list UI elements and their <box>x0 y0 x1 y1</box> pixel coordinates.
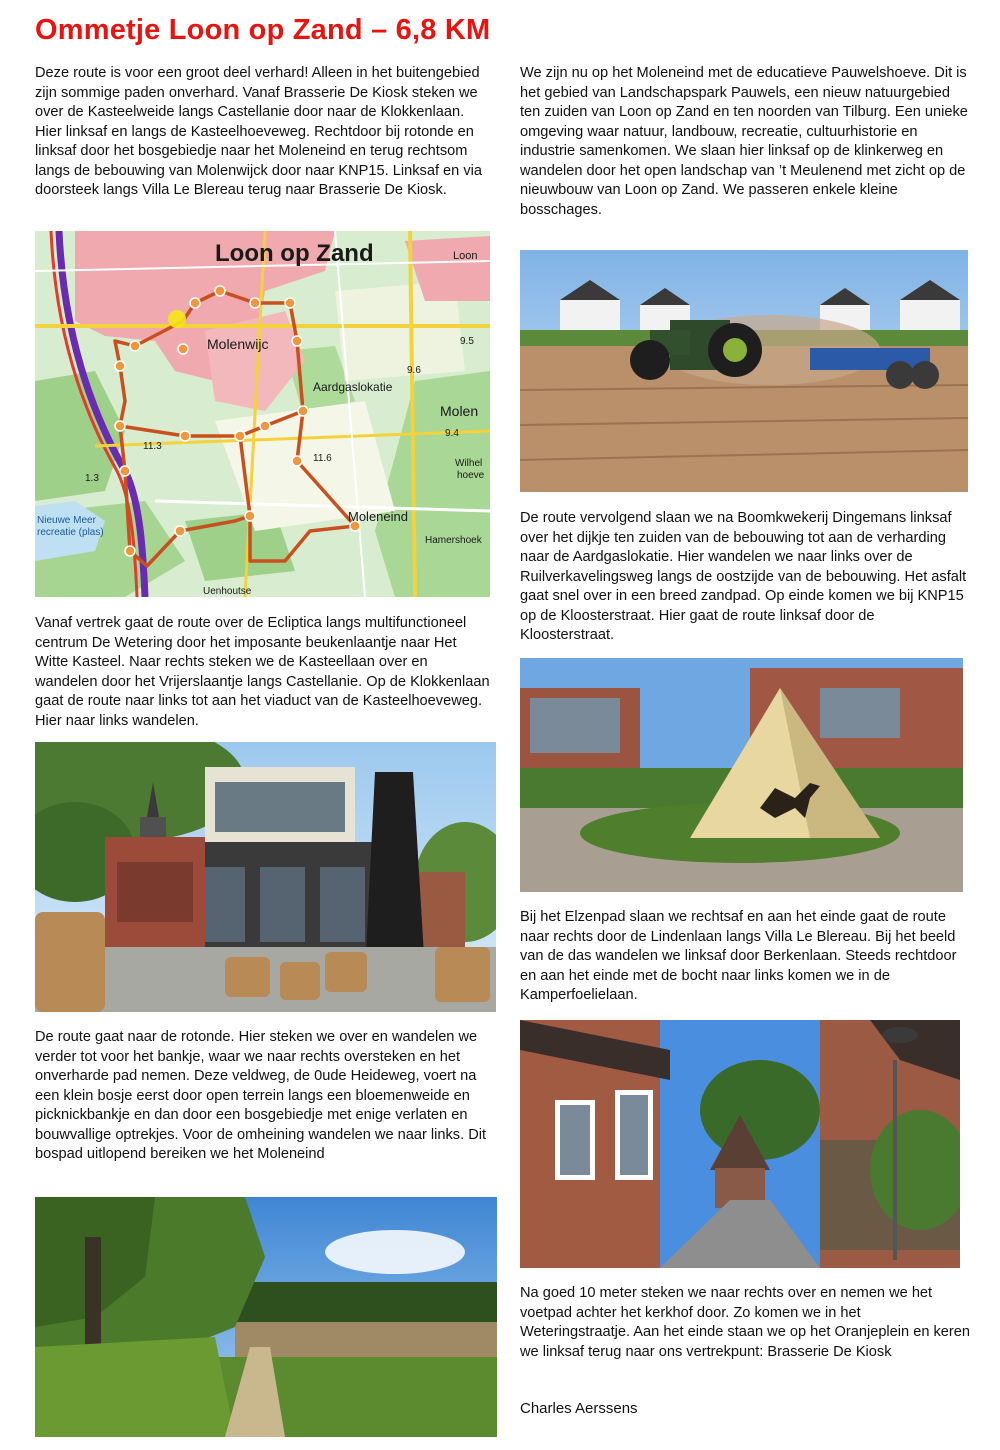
route-paragraph-3: De route gaat naar de rotonde. Hier steken we over en wandelen we verder tot voor het bankje, waar we naar rechts oversteken en het onverharde pad nemen. Deze veldweg, de 0ude Heideweg, voert na een klein bosje eerst door open terrein langs een bloemenweide en picknickbankje en dan door een bosgebiedje met enige verlaten en bouwvallige optrekjes. Voor de omheining wandelen we naar links. Dit bospad uitlopend bereiken we het Moleneind <box>35 1029 487 1162</box>
map-label: Wilhel <box>455 458 483 469</box>
route-paragraph-6: Bij het Elzenpad slaan we rechtsaf en aan het einde gaat de route naar rechts door de Lindenlaan langs Villa Le Blereau. Bij het beeld van de das wandelen we linksaf door Berkenlaan. Steeds rechtdoor en aan het einde met de bocht naar links komen we in de Kamperfoelielaan. <box>520 909 957 1003</box>
map-label: 11.3 <box>143 441 162 452</box>
map-label: 9.5 <box>460 336 474 347</box>
route-paragraph-2: Vanaf vertrek gaat de route over de Ecliptica langs multifunctioneel centrum De Wetering door het imposante beukenlaantje naar Het Witte Kasteel. Naar rechts steken we de Kasteellaan over en wandelen door het Vrijerslaantje langs Castellanie. Op de Klokkenlaan gaat de route naar links tot aan het viaduct van de Kasteelhoeveweg. Hier naar links wandelen. <box>35 615 490 729</box>
teepee-sculpture-photo <box>520 658 963 892</box>
village-street-photo <box>520 1020 960 1268</box>
map-label: Molenwijc <box>207 336 269 352</box>
intro-paragraph: Deze route is voor een groot deel verhard! Alleen in het buitengebied zijn sommige paden onverhard. Vanaf Brasserie De Kiosk steken we over de Kasteelweide langs Castellanie door naar de Klokkenlaan. Hier linksaf en langs de Kasteelhoeveweg. Rechtdoor bij rotonde en linksaf door het bosgebiedje naar het Moleneind en terug rechtsom langs de bebouwing van Molenwijck door naar KNP15. Linksaf en via doorsteek langs Villa Le Blereau terug naar Brasserie De Kiosk. <box>35 65 482 198</box>
author-name: Charles Aerssens <box>520 1400 638 1417</box>
map-label: Loon <box>453 250 478 262</box>
brasserie-photo <box>35 742 496 1012</box>
map-label: Molen <box>440 403 479 419</box>
map-label: 9.6 <box>407 365 421 376</box>
map-label: 9.4 <box>445 428 459 439</box>
map-label: hoeve <box>457 470 485 481</box>
tractor-field-photo <box>520 250 968 492</box>
route-paragraph-5: De route vervolgend slaan we na Boomkwekerij Dingemans linksaf over het dijkje ten zuiden van de bebouwing tot aan de verharding naar de Aardgaslokatie. Hier wandelen we naar links over de Ruilverkavelingsweg langs de oostzijde van de bebouwing. Het asfalt gaat snel over in een breed zandpad. Op einde komen we bij KNP15 op de Kloosterstraat. Hier gaat de route linksaf door de Kloosterstraat. <box>520 510 967 643</box>
route-paragraph-7: Na goed 10 meter steken we naar rechts over en nemen we het voetpad achter het kerkhof door. Zo komen we in het Weteringstraatje. Aan het einde staan we op het Oranjeplein en keren we linksaf terug naar ons vertrekpunt: Brasserie De Kiosk <box>520 1285 970 1360</box>
map-label: Hamershoek <box>425 535 482 546</box>
page-title: Ommetje Loon op Zand – 6,8 KM <box>35 14 491 46</box>
map-label: 11.6 <box>313 453 332 464</box>
map-label: 1.3 <box>85 473 99 484</box>
route-paragraph-4: We zijn nu op het Moleneind met de educatieve Pauwelshoeve. Dit is het gebied van Landschapspark Pauwels, een nieuw natuurgebied ten zuiden van Loon op Zand en ten noorden van Tilburg. Een unieke omgeving waar natuur, landbouw, recreatie, cultuurhistorie en industrie samenkomen. We slaan hier linksaf op de klinkerweg en wandelen door het open landschap van ’t Meulenend met zicht op de nieuwbouw van Loon op Zand. We passeren enkele kleine bosschages. <box>520 65 968 218</box>
forest-path-photo <box>35 1197 497 1437</box>
map-label: recreatie (plas) <box>37 527 104 538</box>
map-town-label: Loon op Zand <box>215 240 374 267</box>
map-label: Aardgaslokatie <box>313 380 393 394</box>
map-label: Uenhoutse <box>203 586 252 597</box>
map-label: Moleneind <box>348 509 408 524</box>
route-map <box>35 231 490 597</box>
map-label: Nieuwe Meer <box>37 515 96 526</box>
